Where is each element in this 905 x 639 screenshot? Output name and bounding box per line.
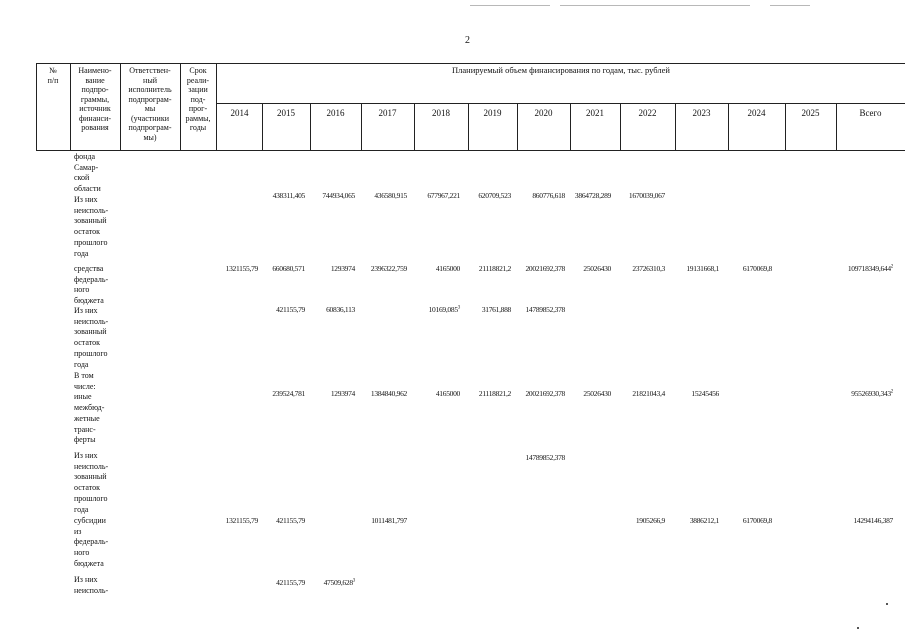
row-label <box>74 195 122 259</box>
header-text: подпро- <box>81 85 109 94</box>
header-text: вание <box>85 75 105 85</box>
scan-artifact <box>470 5 550 6</box>
cell-value: 14789852,378 <box>525 305 565 314</box>
row-label <box>74 371 122 446</box>
scan-artifact <box>857 627 859 629</box>
cell-value: 21118821,2 <box>478 389 511 398</box>
year-2023: 2023 <box>692 108 711 118</box>
header-text: Наимено- <box>78 66 112 75</box>
row-label-line: остаток <box>74 338 100 348</box>
cell-value: 3886212,1 <box>689 516 719 525</box>
cell-value: 23726310,3 <box>632 264 665 273</box>
year-2016: 2016 <box>326 108 345 118</box>
footnote-marker: 2 <box>890 264 893 270</box>
cell-value: 1293974 <box>330 389 355 398</box>
cell-2017 <box>327 516 407 525</box>
cell-value: 1905266,9 <box>635 516 665 525</box>
cell-2020 <box>485 305 565 314</box>
row-label-line: Из них <box>74 306 98 315</box>
row-label-line: зованный <box>74 327 107 337</box>
cell-value: 860776,618 <box>532 191 565 200</box>
year-2022: 2022 <box>638 108 657 118</box>
year-2018: 2018 <box>432 108 450 118</box>
cell-value: 660680,571 <box>272 264 305 273</box>
row-label-line: неисполь- <box>74 316 109 326</box>
year-total: Всего <box>859 108 882 118</box>
cell-value: 1321155,79 <box>225 516 258 525</box>
cell-value: 421155,79 <box>276 516 305 525</box>
cell-value: 20021692,378 <box>525 389 565 398</box>
row-label-line: Из них <box>74 451 98 460</box>
row-label-line: неисполь- <box>74 461 109 471</box>
cell-value: 60836,113 <box>326 305 355 314</box>
cell-value: 47509,628 <box>323 578 353 587</box>
header-text: рования <box>81 123 109 132</box>
row-label-line: прошлого <box>74 348 108 358</box>
row-label-line: ного <box>74 548 90 558</box>
cell-value: 436580,915 <box>374 191 407 200</box>
cell-2024 <box>689 516 772 525</box>
row-label-line: зованный <box>74 472 107 482</box>
scan-artifact <box>770 5 810 6</box>
cell-2016 <box>275 578 355 587</box>
cell-value: 21118821,2 <box>478 264 511 273</box>
cell-value: 744934,065 <box>322 191 355 200</box>
cell-value: 2396322,759 <box>370 264 407 273</box>
row-label-line: бюджета <box>74 558 104 568</box>
cell-value: 6170069,8 <box>742 516 772 525</box>
year-2019: 2019 <box>483 108 502 118</box>
cell-value: 677967,221 <box>427 191 460 200</box>
cell-value: 239524,781 <box>272 389 305 398</box>
header-text: зации <box>188 85 208 94</box>
header-text: мы <box>144 104 156 113</box>
cell-2023 <box>639 389 719 398</box>
cell-value: 4165000 <box>435 389 460 398</box>
row-label-line: года <box>74 504 89 514</box>
cell-2022 <box>585 191 665 200</box>
row-label-line: неисполь- <box>74 585 109 595</box>
header-text: под- <box>190 94 206 104</box>
cell-2016 <box>275 305 355 314</box>
cell-total <box>813 516 893 525</box>
scan-artifact <box>886 603 888 605</box>
year-2021: 2021 <box>586 108 604 118</box>
cell-value: 1321155,79 <box>225 264 258 273</box>
cell-2015 <box>225 516 305 525</box>
row-label-line: иные <box>74 392 92 402</box>
cell-value: 25026430 <box>583 389 611 398</box>
footnote-marker: 3 <box>457 305 460 311</box>
row-label <box>74 575 122 596</box>
cell-value: 1293974 <box>330 264 355 273</box>
row-label-line: Из них <box>74 575 98 584</box>
cell-total <box>813 389 893 398</box>
cell-value: 6170069,8 <box>742 264 772 273</box>
header-text: реали- <box>186 75 210 85</box>
year-2014: 2014 <box>230 108 249 118</box>
header-text: мы) <box>143 132 157 142</box>
row-label-line: года <box>74 359 89 369</box>
row-label <box>74 451 122 515</box>
row-label <box>74 306 122 370</box>
cell-value: 1670039,067 <box>628 191 665 200</box>
year-2025: 2025 <box>801 108 820 118</box>
header-text: финанси- <box>78 113 112 123</box>
row-label-line: прошлого <box>74 237 108 247</box>
header-text: источник <box>79 104 111 113</box>
planned-funding-title: Планируемый объем финансирования по годам, тыс. рублей <box>452 65 670 75</box>
row-label-line: В том <box>74 371 94 380</box>
cell-value: 25026430 <box>583 264 611 273</box>
row-label-line: числе: <box>74 381 96 391</box>
cell-value: 1384840,962 <box>370 389 407 398</box>
header-col-term <box>180 66 216 133</box>
footnote-marker: 3 <box>352 578 355 584</box>
cell-value: 421155,79 <box>276 578 305 587</box>
header-text: годы <box>189 123 207 132</box>
header-text: № <box>49 66 57 75</box>
cell-2020 <box>485 453 565 462</box>
row-label <box>74 264 122 307</box>
cell-value: 620709,523 <box>478 191 511 200</box>
row-label-line: федераль- <box>74 537 109 547</box>
header-text: Срок <box>189 66 207 75</box>
header-text: подпрограм- <box>128 123 172 132</box>
cell-value: 109718349,644 <box>847 264 891 273</box>
cell-value: 421155,79 <box>276 305 305 314</box>
year-2020: 2020 <box>534 108 553 118</box>
row-label-line: бюджета <box>74 296 104 306</box>
scan-artifact <box>560 5 750 6</box>
cell-value: 14294146,387 <box>853 516 893 525</box>
cell-2024 <box>692 264 772 273</box>
row-label-line: жетные <box>74 413 100 423</box>
row-label-line: федераль- <box>74 274 109 284</box>
row-label-line: транс- <box>74 424 96 434</box>
cell-value: 14789852,378 <box>525 453 565 462</box>
header-col-name <box>70 66 120 133</box>
cell-value: 95526930,343 <box>851 389 891 398</box>
row-label-line: прошлого <box>74 493 108 503</box>
row-label-line: из <box>74 526 82 536</box>
row-label-line: субсидии <box>74 516 106 525</box>
row-label-line: остаток <box>74 227 100 237</box>
row-label-line: ферты <box>74 435 96 445</box>
row-label-line: межбюд- <box>74 403 105 413</box>
header-text: п/п <box>47 75 59 85</box>
header-text: исполнитель <box>128 85 172 94</box>
year-2015: 2015 <box>277 108 295 118</box>
cell-value: 10169,085 <box>428 305 458 314</box>
header-text: раммы, <box>185 113 211 123</box>
year-2024: 2024 <box>747 108 766 118</box>
year-2017: 2017 <box>378 108 397 118</box>
cell-value: 15245456 <box>691 389 719 398</box>
header-text: ный <box>143 75 157 85</box>
footnote-marker: 2 <box>890 389 893 395</box>
page-number: 2 <box>465 35 470 46</box>
row-label-line: остаток <box>74 483 100 493</box>
row-label-line: области <box>74 184 101 194</box>
row-label <box>74 152 122 195</box>
header-text: подпрограм- <box>128 94 172 104</box>
row-label-line: Из них <box>74 195 98 204</box>
row-label-line: ного <box>74 285 90 295</box>
header-text: (участники <box>130 113 169 123</box>
header-col-executor <box>120 66 180 142</box>
row-label-line: неисполь- <box>74 205 109 215</box>
cell-value: 4165000 <box>435 264 460 273</box>
cell-value: 21821043,4 <box>632 389 665 398</box>
cell-value: 438311,405 <box>272 191 305 200</box>
cell-value: 1011481,797 <box>371 516 407 525</box>
header-text: Ответствен- <box>129 66 171 75</box>
cell-value: 19131668,1 <box>686 264 719 273</box>
cell-value: 20021692,378 <box>525 264 565 273</box>
row-label-line: ской <box>74 173 90 183</box>
cell-value: 3864728,289 <box>574 191 611 200</box>
header-text: граммы, <box>80 94 110 104</box>
header-col-number <box>36 66 70 85</box>
row-label-line: фонда <box>74 152 96 161</box>
row-label-line: года <box>74 248 89 258</box>
row-label-line: средства <box>74 264 104 273</box>
row-label <box>74 516 122 570</box>
row-label-line: зованный <box>74 216 107 226</box>
cell-value: 31761,888 <box>481 305 511 314</box>
row-label-line: Самар- <box>74 162 99 172</box>
cell-total <box>813 264 893 273</box>
header-text: прог- <box>188 104 208 113</box>
